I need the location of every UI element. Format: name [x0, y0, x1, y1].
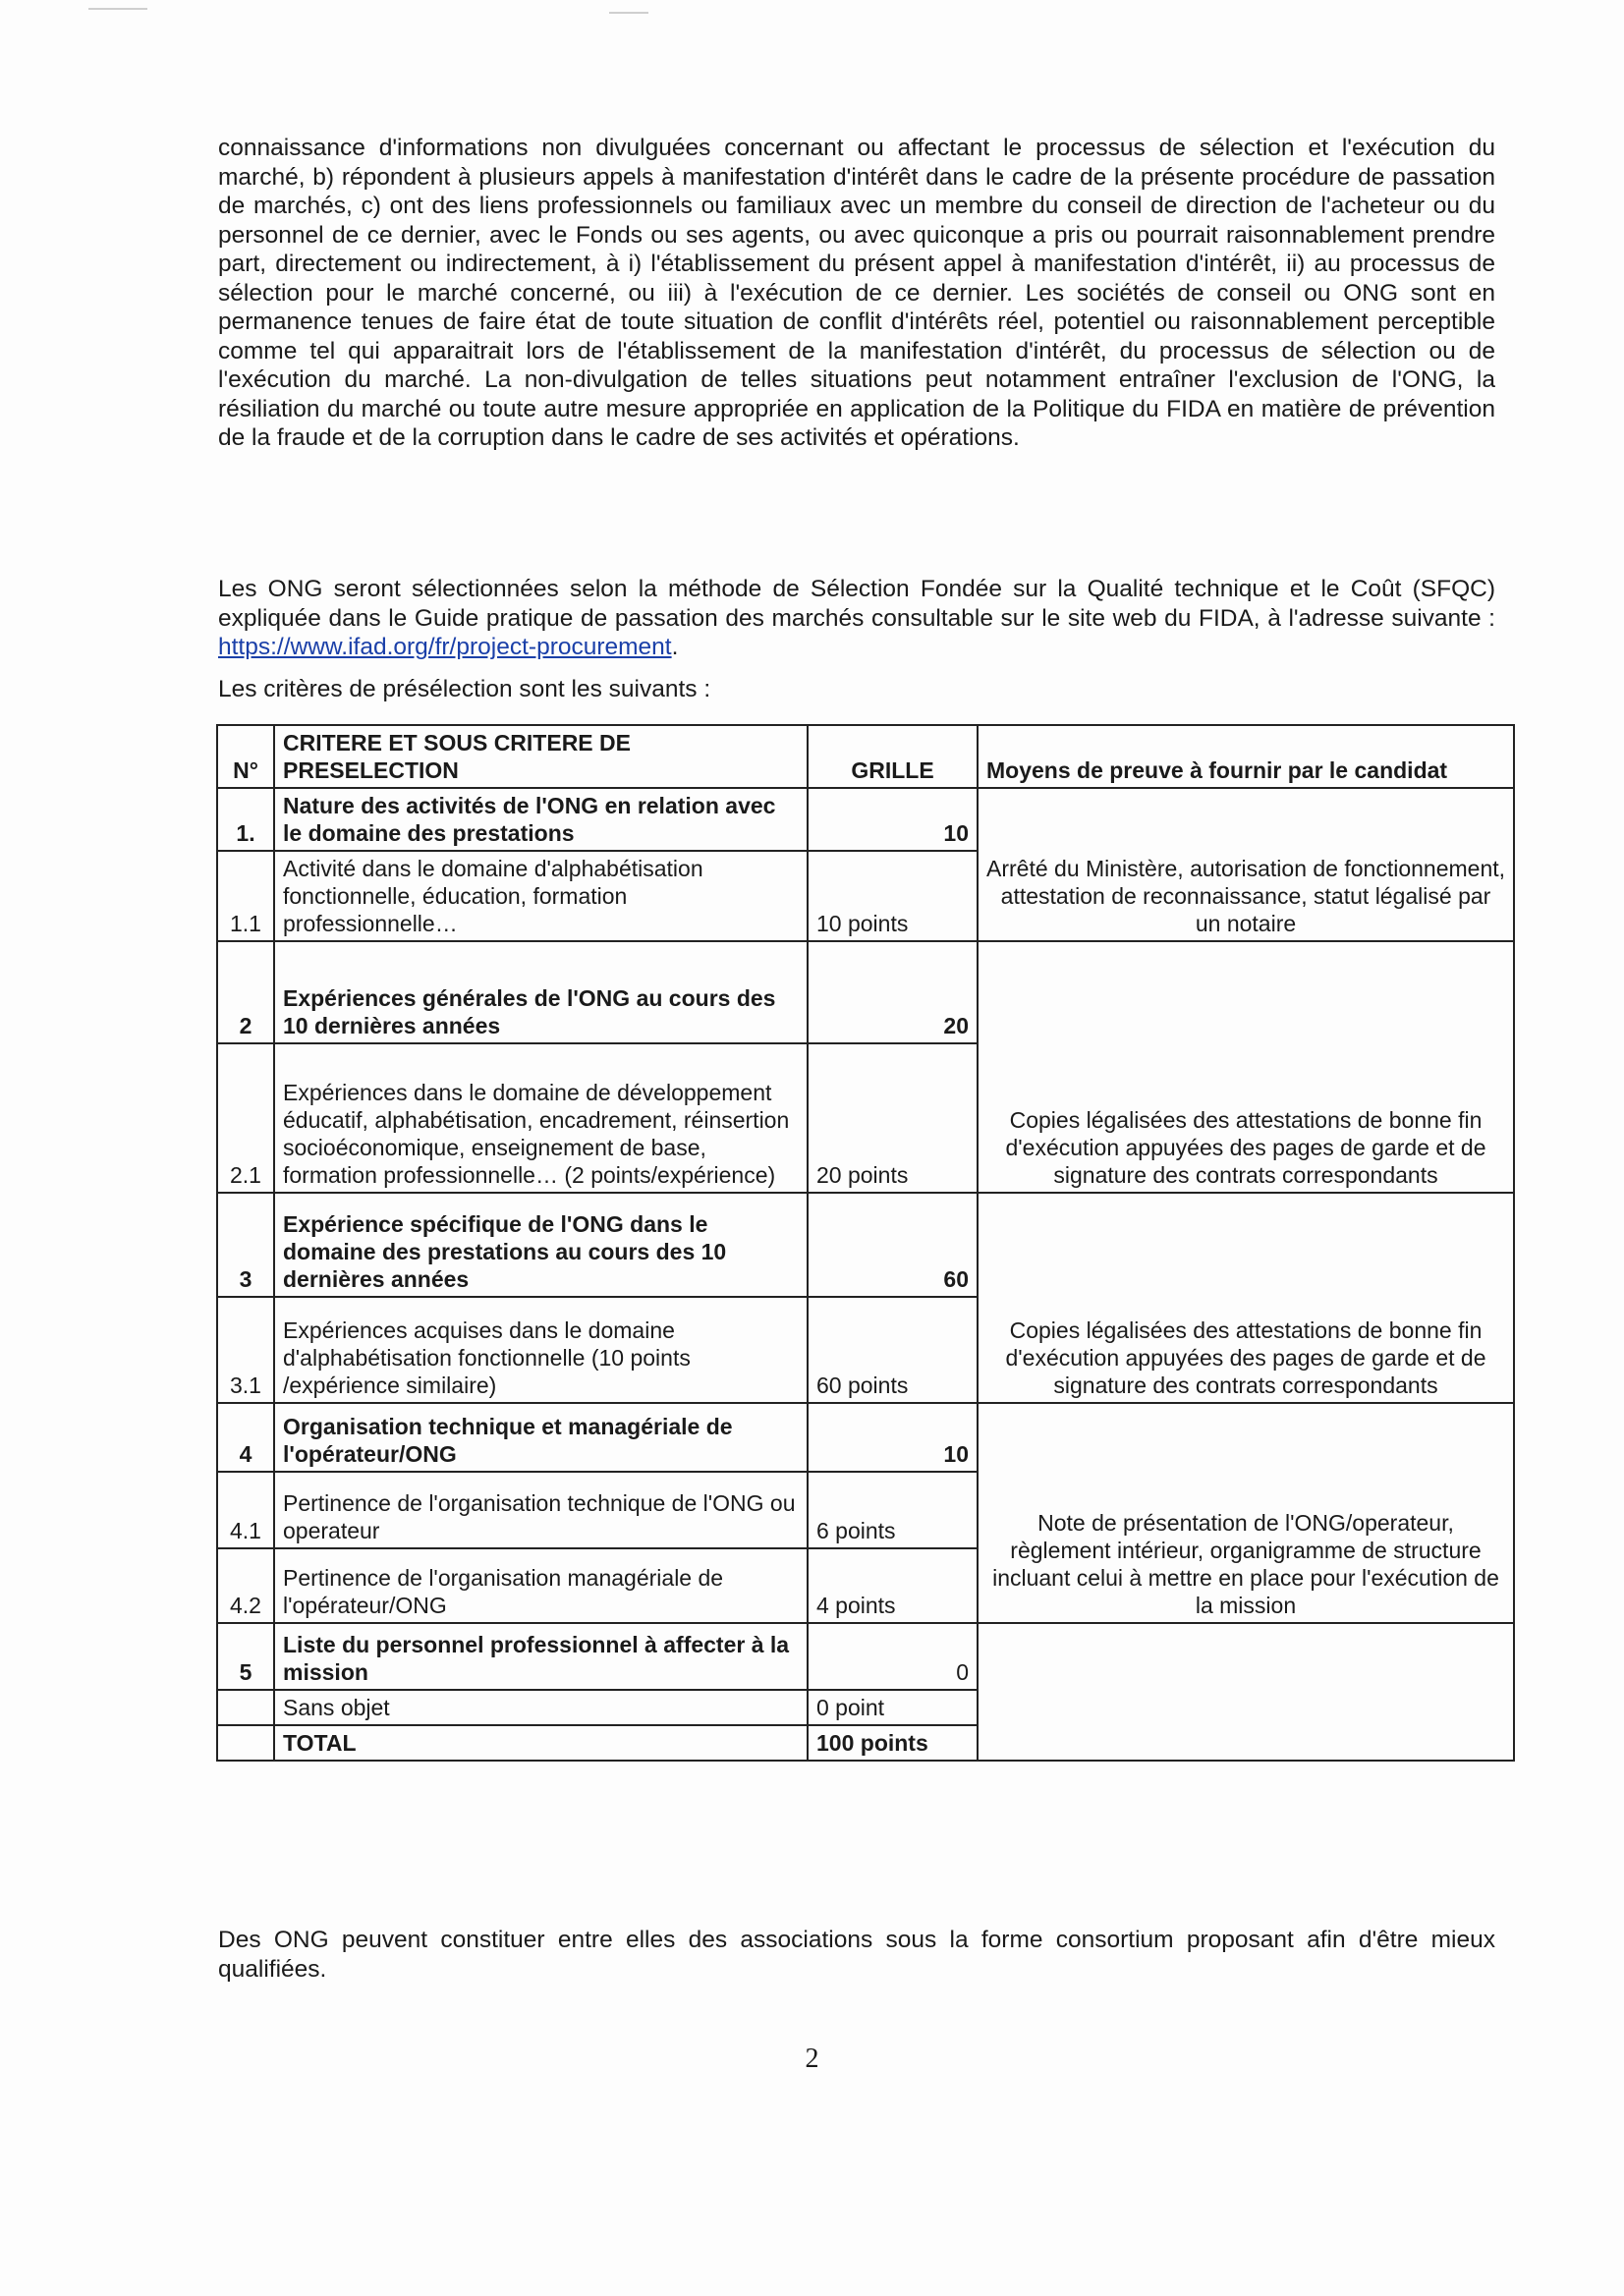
row-num: 4.2: [217, 1548, 274, 1623]
row-moyens: Copies légalisées des attestations de bonne fin d'exécution appuyées des pages de garde et de signature des contrats correspondants: [978, 1193, 1514, 1403]
header-moyens: Moyens de preuve à fournir par le candidat: [978, 725, 1514, 788]
row-grille: 20: [808, 941, 978, 1043]
row-grille: 6 points: [808, 1472, 978, 1548]
row-moyens: Arrêté du Ministère, autorisation de fonctionnement, attestation de reconnaissance, statut légalisé par un notaire: [978, 788, 1514, 941]
preselection-criteria-table: [216, 724, 1515, 1762]
row-critere: Pertinence de l'organisation technique de l'ONG ou operateur: [274, 1472, 808, 1548]
row-grille: 0: [808, 1623, 978, 1690]
row-num: 1.1: [217, 851, 274, 941]
header-grille: GRILLE: [808, 725, 978, 788]
row-critere: Expériences générales de l'ONG au cours des 10 dernières années: [274, 941, 808, 1043]
selection-method-text: Les ONG seront sélectionnées selon la méthode de Sélection Fondée sur la Qualité technique et le Coût (SFQC) expliquée dans le Guide pratique de passation des marchés consultable sur le site web du FIDA, à l'adresse suivante :: [218, 576, 1495, 632]
row-num: 3.1: [217, 1297, 274, 1403]
row-grille: 60 points: [808, 1297, 978, 1403]
table-row: [217, 1623, 1514, 1690]
row-num: 1.: [217, 788, 274, 851]
table-row: [217, 1193, 1514, 1297]
row-grille: 10: [808, 1403, 978, 1472]
header-critere: CRITERE ET SOUS CRITERE DE PRESELECTION: [274, 725, 808, 788]
row-num: [217, 1725, 274, 1761]
row-critere: Organisation technique et managériale de l'opérateur/ONG: [274, 1403, 808, 1472]
table-row: [217, 1403, 1514, 1472]
row-grille: 20 points: [808, 1043, 978, 1193]
row-critere: Activité dans le domaine d'alphabétisation fonctionnelle, éducation, formation professionnelle…: [274, 851, 808, 941]
row-moyens: Copies légalisées des attestations de bonne fin d'exécution appuyées des pages de garde et de signature des contrats correspondants: [978, 941, 1514, 1193]
row-moyens: Note de présentation de l'ONG/operateur, règlement intérieur, organigramme de structure incluant celui à mettre en place pour l'exécution de la mission: [978, 1403, 1514, 1623]
row-num: 4.1: [217, 1472, 274, 1548]
row-critere: Liste du personnel professionnel à affecter à la mission: [274, 1623, 808, 1690]
paragraph-selection-method: [218, 575, 1495, 662]
header-num: N°: [217, 725, 274, 788]
paragraph-consortium: Des ONG peuvent constituer entre elles des associations sous la forme consortium proposant afin d'être mieux qualifiées.: [218, 1927, 1495, 1983]
table-row: [217, 941, 1514, 1043]
scan-artifact: [609, 12, 648, 14]
row-moyens-empty: [978, 1623, 1514, 1761]
table-row: [217, 788, 1514, 851]
row-num: 2.1: [217, 1043, 274, 1193]
row-grille: 10: [808, 788, 978, 851]
ifad-procurement-link[interactable]: https://www.ifad.org/fr/project-procurement: [218, 634, 672, 660]
row-grille: 100 points: [808, 1725, 978, 1761]
row-critere: Expériences dans le domaine de développement éducatif, alphabétisation, encadrement, réinsertion socioéconomique, enseignement de base, formation professionnelle… (2 points/expérience): [274, 1043, 808, 1193]
row-num: 4: [217, 1403, 274, 1472]
paragraph-conflict-of-interest: connaissance d'informations non divulguées concernant ou affectant le processus de sélection et l'exécution du marché, b) répondent à plusieurs appels à manifestation d'intérêt dans le cadre de la présente procédure de passation de marchés, c) ont des liens professionnels ou familiaux avec un membre du conseil de direction de l'acheteur ou du personnel de ce dernier, avec le Fonds ou ses agents, ou avec quiconque a pris ou pourrait raisonnablement prendre part, directement ou indirectement, à i) l'établissement du présent appel à manifestation d'intérêt, ii) au processus de sélection pour le marché concerné, ou iii) à l'exécution de ce dernier. Les sociétés de conseil ou ONG sont en permanence tenues de faire état de toute situation de conflit d'intérêts réel, potentiel ou raisonnablement perceptible comme tel qui apparaitrait lors de l'établissement de la manifestation d'intérêt, du processus de sélection ou de l'exécution du marché. La non-divulgation de telles situations peut notamment entraîner l'exclusion de l'ONG, la résiliation du marché ou toute autre mesure appropriée en application de la Politique du FIDA en matière de prévention de la fraude et de la corruption dans le cadre de ses activités et opérations.: [218, 135, 1495, 451]
row-grille: 60: [808, 1193, 978, 1297]
row-num: 2: [217, 941, 274, 1043]
row-critere: Expérience spécifique de l'ONG dans le domaine des prestations au cours des 10 dernières années: [274, 1193, 808, 1297]
row-grille: 0 point: [808, 1690, 978, 1725]
row-critere: Nature des activités de l'ONG en relation avec le domaine des prestations: [274, 788, 808, 851]
row-num: 3: [217, 1193, 274, 1297]
row-num: [217, 1690, 274, 1725]
row-grille: 4 points: [808, 1548, 978, 1623]
row-critere: Expériences acquises dans le domaine d'alphabétisation fonctionnelle (10 points /expérience similaire): [274, 1297, 808, 1403]
criteria-intro: Les critères de présélection sont les suivants :: [218, 676, 711, 702]
row-num: 5: [217, 1623, 274, 1690]
row-grille: 10 points: [808, 851, 978, 941]
row-critere: TOTAL: [274, 1725, 808, 1761]
page-number: 2: [805, 2044, 819, 2074]
scan-artifact: [88, 8, 147, 10]
row-critere: Pertinence de l'organisation managériale de l'opérateur/ONG: [274, 1548, 808, 1623]
row-critere: Sans objet: [274, 1690, 808, 1725]
table-header-row: [217, 725, 1514, 788]
selection-method-end: .: [671, 634, 679, 660]
